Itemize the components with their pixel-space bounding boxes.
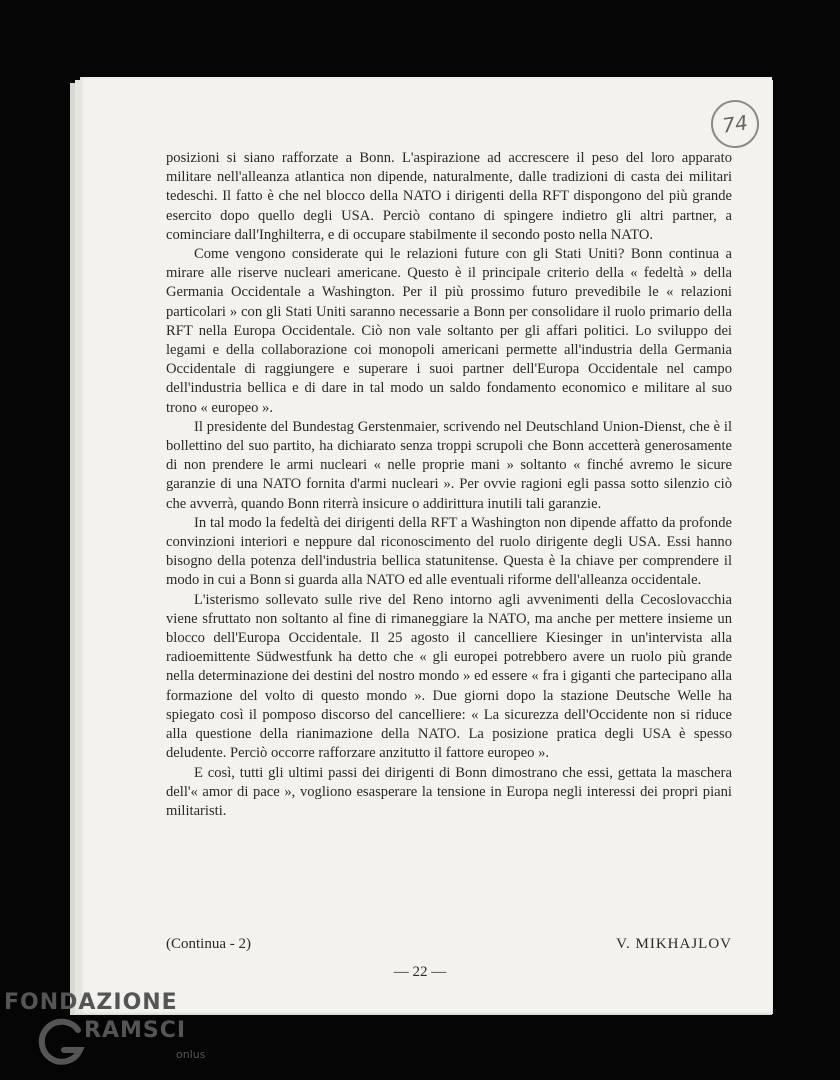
page-number: — 22 — — [393, 964, 447, 980]
signature-row — [166, 936, 732, 953]
handwritten-page-mark: 74 — [708, 97, 762, 151]
article-body — [166, 149, 732, 821]
fondazione-gramsci-watermark — [4, 990, 224, 1075]
paragraph: E così, tutti gli ultimi passi dei dirigenti di Bonn dimostrano che essi, gettata la maschera dell'« amor di pace », vogliono esasperare la tensione in Europa negli interessi dei propri piani militaristi. — [166, 764, 732, 819]
paragraph: posizioni si siano rafforzate a Bonn. L'aspirazione ad accrescere il peso del loro apparato militare nell'alleanza atlantica non dipende, naturalmente, dalle tradizioni di casta dei militari tedeschi. Il fatto è che nel blocco della NATO i dirigenti della RFT dispongono del più grande esercito dopo quello degli USA. Perciò contano di spingere indietro gli altri partner, a cominciare dall'Inghilterra, e di occupare stabilmente il secondo posto nella NATO. — [166, 150, 732, 243]
paragraph: Come vengono considerate qui le relazioni future con gli Stati Uniti? Bonn continua a mirare alle riserve nucleari americane. Questo è il principale criterio della « fedeltà » della Germania Occidentale a Washington. Per il più prossimo futuro prevedibile le « relazioni particolari » con gli Stati Uniti saranno necessarie a Bonn per consolidare il ruolo primario della RFT nella Europa Occidentale. Ciò non vale soltanto per gli affari politici. Lo sviluppo dei legami e della collaborazione coi monopoli americani permette all'industria della Germania Occidentale di raggiungere e superare i suoi partner dell'Europa Occidentale nel campo dell'industria bellica e di dare in tal modo un saldo fondamento economico e militare al suo trono « europeo ». — [166, 246, 732, 416]
paragraph: L'isterismo sollevato sulle rive del Reno intorno agli avvenimenti della Cecoslovacchia viene sfruttato non soltanto al fine di rimaneggiare la NATO, ma anche per mettere insieme un blocco dell'Europa Occidentale. Il 25 agosto il cancelliere Kiesinger in un'intervista alla radioemittente Südwestfunk ha detto che « gli europei potrebbero avere un ruolo più grande nella determinazione dei destini del nostro mondo » ed essere « fra i giganti che partecipano alla formazione del volto di questo mondo ». Due giorni dopo la stazione Deutsche Welle ha spiegato così il pomposo discorso del cancelliere: « La sicurezza dell'Occidente non si riduce alla questione della rianimazione della NATO. La posizione pratica degli USA è spesso deludente. Perciò occorre rafforzare anzitutto il fattore europeo ». — [166, 591, 732, 762]
gramsci-g-logo-icon — [34, 1016, 88, 1070]
continua-note: (Continua - 2) — [166, 936, 251, 952]
watermark-line3: onlus — [176, 1048, 206, 1061]
paragraph: In tal modo la fedeltà dei dirigenti della RFT a Washington non dipende affatto da profonde convinzioni interiori e neppure dal riconoscimento del ruolo dirigente degli USA. Essi hanno bisogno della potenza dell'industria bellica statunitense. Questa è la chiave per comprendere il modo in cui a Bonn si guarda alla NATO ed alle eventuali riforme dell'alleanza occidentale. — [166, 514, 732, 589]
watermark-line1: FONDAZIONE — [4, 990, 178, 1015]
author-name: V. MIKHAJLOV — [616, 936, 732, 952]
watermark-line2: RAMSCI — [84, 1018, 187, 1043]
paragraph: Il presidente del Bundestag Gerstenmaier, scrivendo nel Deutschland Union-Dienst, che è il bollettino del suo partito, ha dichiarato senza troppi scrupoli che Bonn accetterà generosamente di non prendere le armi nucleari « nelle proprie mani » soltanto « finché avremo le sicure garanzie di una NATO fornita d'armi nucleari ». Per ovvie ragioni egli passa sotto silenzio ciò che avverrà, quando Bonn riterrà insicure o addirittura inutili tali garanzie. — [166, 418, 732, 512]
